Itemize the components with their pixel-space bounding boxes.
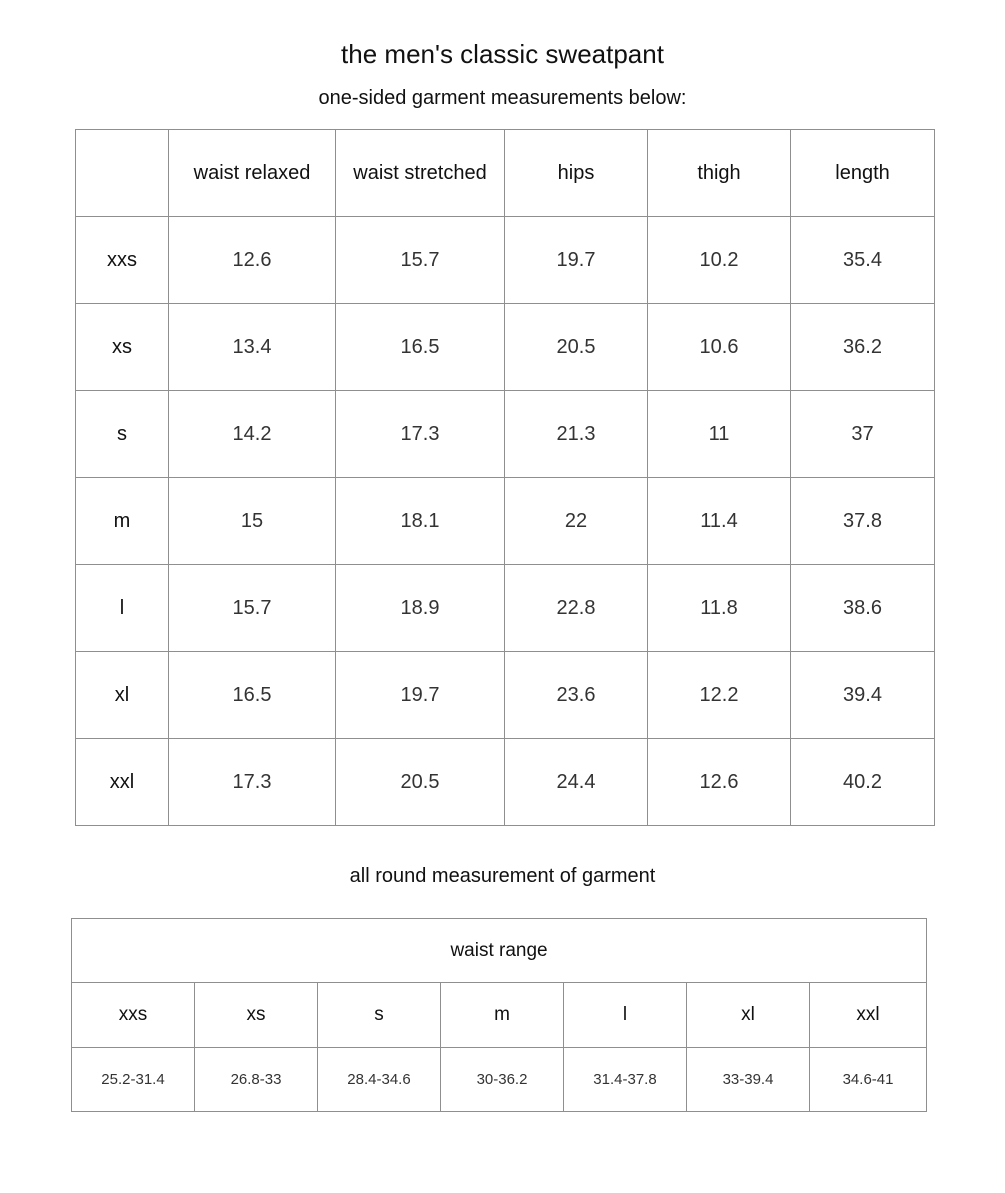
- section-title: all round measurement of garment: [349, 865, 656, 887]
- hips-cell: 20.5: [505, 304, 648, 391]
- waist-range-cell: 26.8-33: [195, 1048, 318, 1112]
- table-row: [76, 739, 935, 826]
- waist-stretched-cell: 17.3: [336, 391, 505, 478]
- column-header-waist-relaxed: waist relaxed: [169, 130, 336, 217]
- length-cell: 40.2: [791, 739, 935, 826]
- column-header-hips: hips: [505, 130, 648, 217]
- waist-range-caption: waist range: [72, 919, 927, 983]
- column-header-waist-stretched: waist stretched: [336, 130, 505, 217]
- size-label: m: [441, 983, 564, 1048]
- column-header-length: length: [791, 130, 935, 217]
- waist-stretched-cell: 18.9: [336, 565, 505, 652]
- waist-stretched-cell: 18.1: [336, 478, 505, 565]
- page-subtitle: one-sided garment measurements below:: [318, 87, 687, 109]
- size-label: xxl: [76, 739, 169, 826]
- size-label: s: [76, 391, 169, 478]
- waist-range-cell: 25.2-31.4: [72, 1048, 195, 1112]
- size-label: s: [318, 983, 441, 1048]
- hips-cell: 22: [505, 478, 648, 565]
- thigh-cell: 11: [648, 391, 791, 478]
- size-label: xxs: [76, 217, 169, 304]
- size-label: m: [76, 478, 169, 565]
- waist-range-cell: 28.4-34.6: [318, 1048, 441, 1112]
- measurement-header-row: [76, 130, 935, 217]
- column-header-thigh: thigh: [648, 130, 791, 217]
- size-label: l: [76, 565, 169, 652]
- thigh-cell: 11.8: [648, 565, 791, 652]
- waist-range-cell: 31.4-37.8: [564, 1048, 687, 1112]
- thigh-cell: 11.4: [648, 478, 791, 565]
- size-label: xl: [687, 983, 810, 1048]
- waist-range-value-row: [72, 1048, 927, 1112]
- waist-relaxed-cell: 15.7: [169, 565, 336, 652]
- waist-stretched-cell: 19.7: [336, 652, 505, 739]
- waist-relaxed-cell: 13.4: [169, 304, 336, 391]
- length-cell: 36.2: [791, 304, 935, 391]
- waist-range-cell: 34.6-41: [810, 1048, 927, 1112]
- length-cell: 38.6: [791, 565, 935, 652]
- waist-relaxed-cell: 15: [169, 478, 336, 565]
- size-label: xxl: [810, 983, 927, 1048]
- length-cell: 39.4: [791, 652, 935, 739]
- waist-range-cell: 30-36.2: [441, 1048, 564, 1112]
- length-cell: 37: [791, 391, 935, 478]
- thigh-cell: 12.2: [648, 652, 791, 739]
- waist-range-caption-row: [72, 919, 927, 983]
- table-row: [76, 391, 935, 478]
- hips-cell: 24.4: [505, 739, 648, 826]
- hips-cell: 21.3: [505, 391, 648, 478]
- size-label: xl: [76, 652, 169, 739]
- waist-relaxed-cell: 12.6: [169, 217, 336, 304]
- measurement-table: [75, 129, 935, 826]
- size-label: xs: [195, 983, 318, 1048]
- waist-stretched-cell: 20.5: [336, 739, 505, 826]
- size-label: l: [564, 983, 687, 1048]
- waist-range-size-row: [72, 983, 927, 1048]
- waist-range-table: [71, 918, 927, 1112]
- table-row: [76, 304, 935, 391]
- hips-cell: 23.6: [505, 652, 648, 739]
- length-cell: 37.8: [791, 478, 935, 565]
- waist-relaxed-cell: 14.2: [169, 391, 336, 478]
- waist-relaxed-cell: 17.3: [169, 739, 336, 826]
- size-label: xxs: [72, 983, 195, 1048]
- thigh-cell: 10.6: [648, 304, 791, 391]
- page-title: the men's classic sweatpant: [341, 39, 664, 69]
- table-row: [76, 217, 935, 304]
- size-label: xs: [76, 304, 169, 391]
- table-row: [76, 652, 935, 739]
- table-row: [76, 478, 935, 565]
- length-cell: 35.4: [791, 217, 935, 304]
- waist-stretched-cell: 15.7: [336, 217, 505, 304]
- waist-stretched-cell: 16.5: [336, 304, 505, 391]
- table-row: [76, 565, 935, 652]
- waist-relaxed-cell: 16.5: [169, 652, 336, 739]
- column-header-size: [76, 130, 169, 217]
- hips-cell: 19.7: [505, 217, 648, 304]
- thigh-cell: 12.6: [648, 739, 791, 826]
- thigh-cell: 10.2: [648, 217, 791, 304]
- hips-cell: 22.8: [505, 565, 648, 652]
- waist-range-cell: 33-39.4: [687, 1048, 810, 1112]
